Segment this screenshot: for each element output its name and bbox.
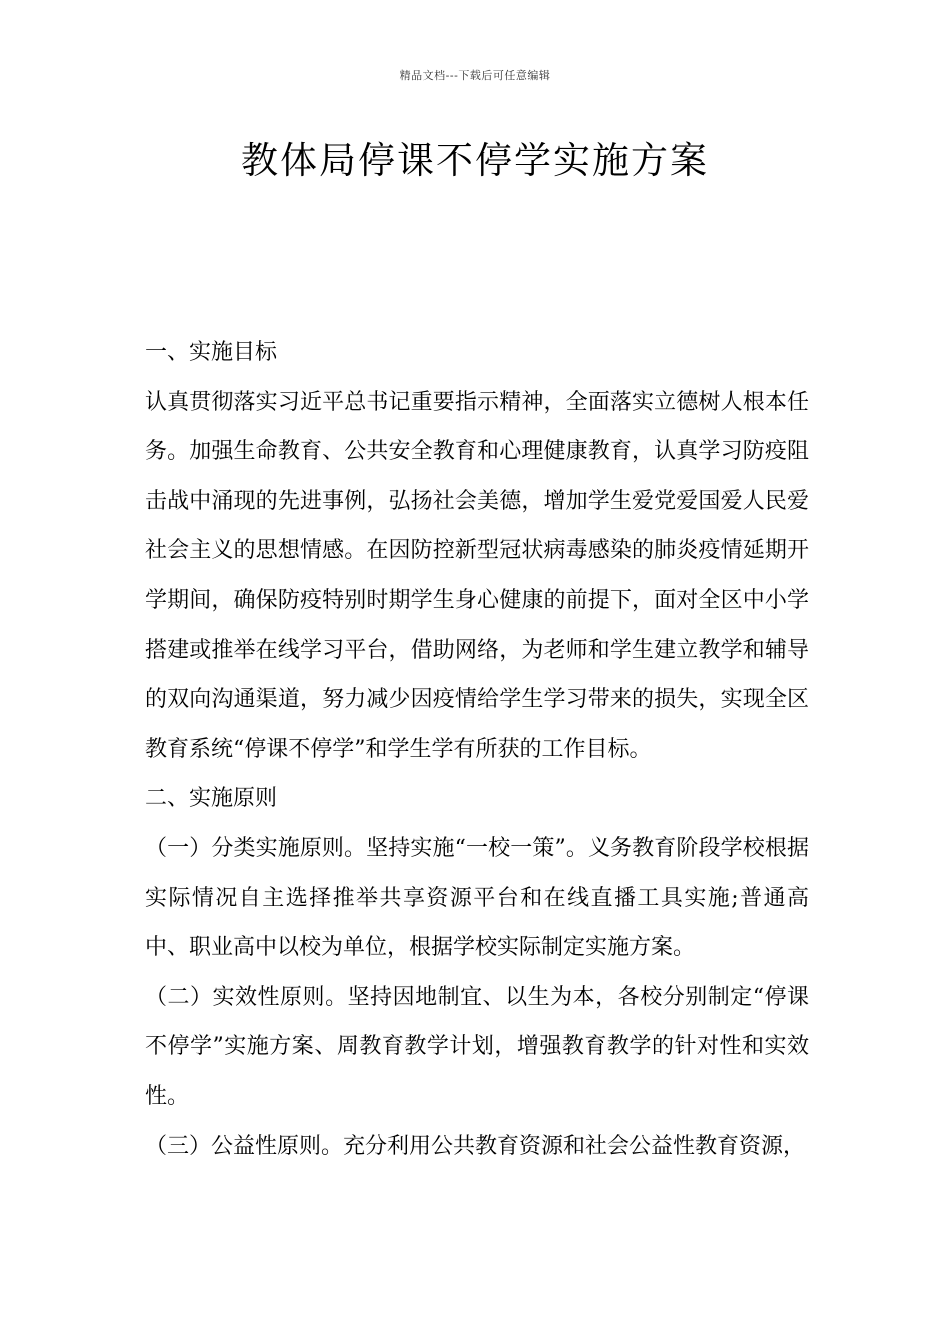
document-title: 教体局停课不停学实施方案 [241, 139, 709, 182]
document-body [145, 328, 809, 1171]
section-heading-goals: 一、实施目标 [145, 340, 278, 365]
header-note: 精品文档---下载后可任意编辑 [399, 69, 551, 82]
section-heading-principles: 二、实施原则 [145, 786, 278, 812]
paragraph-principle-2: （二）实效性原则。坚持因地制宜、以生为本，各校分别制定“停课不停学”实施方案、周教育教学计划，增强教育教学的针对性和实效性。 [145, 984, 809, 1109]
paragraph-goals: 认真贯彻落实习近平总书记重要指示精神，全面落实立德树人根本任务。加强生命教育、公共安全教育和心理健康教育，认真学习防疫阻击战中涌现的先进事例，弘扬社会美德，增加学生爱党爱国爱人民爱社会主义的思想情感。在因防控新型冠状病毒感染的肺炎疫情延期开学期间，确保防疫特别时期学生身心健康的前提下，面对全区中小学搭建或推举在线学习平台，借助网络，为老师和学生建立教学和辅导的双向沟通渠道，努力减少因疫情给学生学习带来的损失，实现全区教育系统“停课不停学”和学生学有所获的工作目标。 [145, 389, 809, 762]
paragraph-principle-1: （一）分类实施原则。坚持实施“一校一策”。义务教育阶段学校根据实际情况自主选择推举共享资源平台和在线直播工具实施;普通高中、职业高中以校为单位，根据学校实际制定实施方案。 [145, 835, 809, 961]
paragraph-principle-3: （三）公益性原则。充分利用公共教育资源和社会公益性教育资源， [145, 1133, 806, 1159]
